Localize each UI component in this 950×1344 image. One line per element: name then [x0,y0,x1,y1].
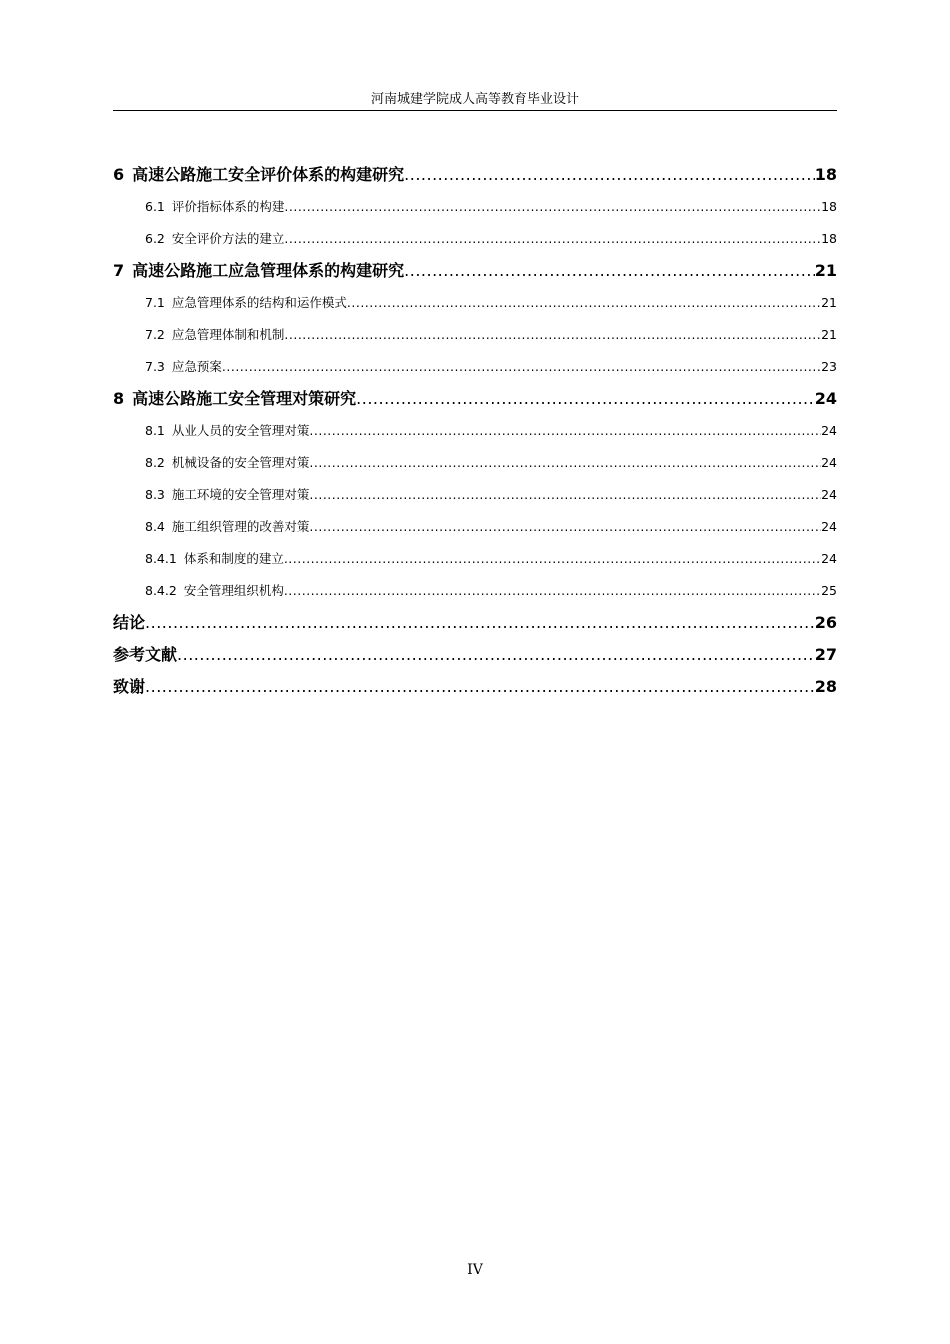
toc-entry-number: 8.1 [145,423,165,438]
toc-leader-dots [177,639,815,671]
toc-entry-number: 8.2 [145,455,165,470]
toc-entry-title: 高速公路施工安全管理对策研究 [132,389,357,408]
toc-entry-page: 24 [814,389,837,408]
toc-entry[interactable] [113,511,837,543]
toc-entry-number: 8.4.1 [145,551,177,566]
toc-entry-number: 6 [113,165,125,184]
toc-entry-page: 25 [821,583,837,598]
toc-entry-title: 结论 [113,613,146,632]
toc-leader-dots [404,159,815,191]
table-of-contents [113,159,837,703]
page-number: IV [467,1262,483,1278]
toc-entry-page: 21 [814,261,837,280]
toc-entry-title: 高速公路施工应急管理体系的构建研究 [132,261,405,280]
toc-leader-dots [145,607,815,639]
toc-entry-title: 应急管理体系的结构和运作模式 [171,295,347,310]
page-footer [0,1260,950,1280]
toc-leader-dots [356,383,815,415]
toc-entry[interactable] [113,415,837,447]
toc-entry-number: 8 [113,389,125,408]
toc-entry[interactable] [113,639,837,671]
toc-entry-number: 6.2 [145,231,165,246]
toc-entry-title: 从业人员的安全管理对策 [171,423,310,438]
toc-entry-page: 27 [814,645,837,664]
toc-leader-dots [404,255,815,287]
toc-entry-number: 7.3 [145,359,165,374]
toc-entry-page: 18 [814,165,837,184]
toc-entry[interactable] [113,159,837,191]
toc-entry-page: 18 [821,199,837,214]
toc-leader-dots [284,319,821,351]
page-header [113,90,837,111]
toc-entry[interactable] [113,255,837,287]
toc-entry-title: 参考文献 [113,645,178,664]
toc-entry-title: 应急管理体制和机制 [171,327,285,342]
toc-entry-title: 施工组织管理的改善对策 [171,519,310,534]
toc-leader-dots [309,447,821,479]
toc-entry[interactable] [113,607,837,639]
toc-entry-number: 8.3 [145,487,165,502]
toc-entry[interactable] [113,223,837,255]
toc-entry-page: 24 [821,487,837,502]
toc-leader-dots [145,671,815,703]
toc-entry-title: 施工环境的安全管理对策 [171,487,310,502]
toc-entry-number: 7.1 [145,295,165,310]
toc-entry-page: 24 [821,519,837,534]
toc-entry[interactable] [113,671,837,703]
toc-entry-page: 24 [821,551,837,566]
toc-leader-dots [309,415,821,447]
toc-entry-page: 21 [821,295,837,310]
toc-entry[interactable] [113,479,837,511]
toc-leader-dots [284,223,821,255]
toc-entry-number: 8.4.2 [145,583,177,598]
toc-leader-dots [347,287,821,319]
toc-entry-page: 21 [821,327,837,342]
toc-entry-page: 24 [821,423,837,438]
toc-entry-number: 6.1 [145,199,165,214]
toc-entry-title: 致谢 [113,677,146,696]
toc-leader-dots [284,191,821,223]
toc-entry-number: 7.2 [145,327,165,342]
toc-leader-dots [309,479,821,511]
toc-entry[interactable] [113,575,837,607]
toc-entry-page: 18 [821,231,837,246]
toc-entry-title: 评价指标体系的构建 [171,199,285,214]
toc-leader-dots [309,511,821,543]
toc-entry-title: 机械设备的安全管理对策 [171,455,310,470]
toc-entry[interactable] [113,543,837,575]
toc-entry-page: 24 [821,455,837,470]
toc-entry[interactable] [113,319,837,351]
toc-entry[interactable] [113,287,837,319]
toc-entry-number: 7 [113,261,125,280]
toc-entry[interactable] [113,447,837,479]
toc-leader-dots [284,543,821,575]
toc-entry-title: 高速公路施工安全评价体系的构建研究 [132,165,405,184]
toc-entry-page: 23 [821,359,837,374]
toc-entry[interactable] [113,191,837,223]
toc-entry-title: 安全评价方法的建立 [171,231,285,246]
toc-entry-page: 26 [814,613,837,632]
toc-entry-number: 8.4 [145,519,165,534]
toc-entry[interactable] [113,383,837,415]
toc-leader-dots [284,575,821,607]
toc-entry[interactable] [113,351,837,383]
toc-entry-title: 安全管理组织机构 [183,583,284,598]
toc-leader-dots [222,351,821,383]
toc-entry-title: 应急预案 [171,359,222,374]
toc-entry-page: 28 [814,677,837,696]
toc-entry-title: 体系和制度的建立 [183,551,284,566]
header-title: 河南城建学院成人高等教育毕业设计 [370,92,579,107]
